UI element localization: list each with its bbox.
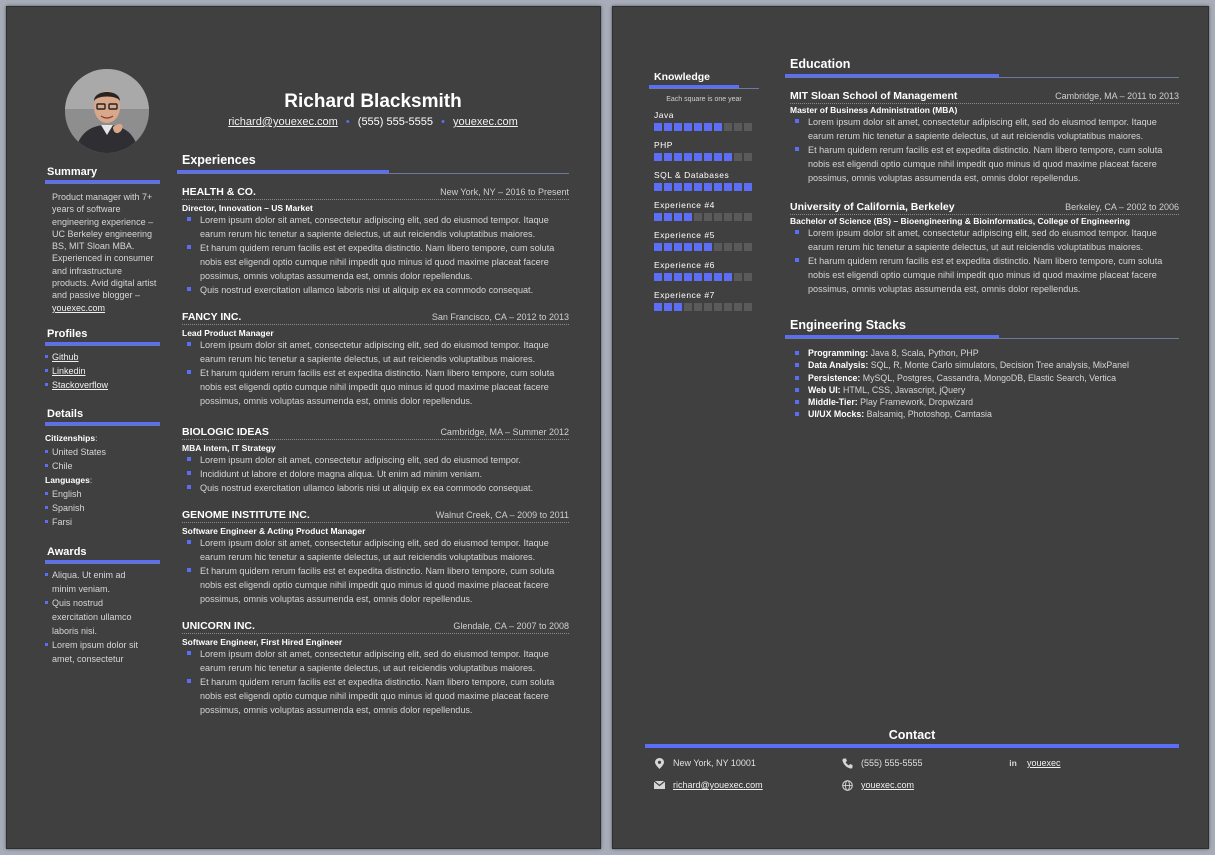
year-square-empty (714, 243, 722, 251)
resume-page-2 (612, 6, 1209, 849)
job-bullet: Quis nostrud exercitation ullamco laboris nisi ut aliquip ex ea commodo consequat. (182, 283, 569, 297)
profile-link-linkedin[interactable] (45, 364, 160, 378)
skill-row (654, 290, 759, 311)
school-bullet: Et harum quidem rerum facilis est et expedita distinctio. Nam libero tempore, cum soluta nobis est eligendi optio cumque nihil impedit quo minus id quod maxime placeat facere possimus, omnis voluptas assumenda est, omnis dolor repellendus. (790, 254, 1179, 296)
skill-row (654, 230, 759, 251)
year-square-filled (664, 303, 672, 311)
header-website-link[interactable]: youexec.com (453, 116, 518, 128)
summary-title: Summary (47, 166, 98, 178)
skill-years-meter (654, 213, 759, 221)
job-bullet: Lorem ipsum dolor sit amet, consectetur adipiscing elit, sed do eiusmod tempor. Itaque earum rerum hic tenetur a sapiente delectus, ut aut reiciendis voluptatibus maiores. (182, 536, 569, 564)
year-square-filled (694, 243, 702, 251)
stack-value: Play Framework, Dropwizard (857, 397, 974, 408)
school-degree: Master of Business Administration (MBA) (790, 105, 958, 115)
year-square-empty (744, 243, 752, 251)
year-square-filled (684, 213, 692, 221)
skill-years-meter (654, 273, 759, 281)
year-square-filled (654, 123, 662, 131)
year-square-filled (654, 243, 662, 251)
year-square-filled (724, 183, 732, 191)
job-bullets (182, 213, 569, 297)
year-square-filled (704, 123, 712, 131)
school-header (790, 201, 1179, 215)
year-square-filled (684, 273, 692, 281)
header-phone: (555) 555-5555 (357, 116, 434, 128)
year-square-empty (684, 303, 692, 311)
school-meta: Cambridge, MA – 2011 to 2013 (1055, 91, 1179, 101)
stacks-title: Engineering Stacks (790, 318, 907, 332)
profile-label[interactable]: Linkedin (52, 365, 86, 376)
contact-email[interactable] (653, 779, 763, 791)
school-entry-berkeley (785, 201, 1179, 296)
awards-title: Awards (47, 545, 87, 558)
year-square-filled (734, 183, 742, 191)
stack-value: HTML, CSS, Javascript, jQuery (840, 384, 966, 395)
year-square-filled (664, 123, 672, 131)
year-square-empty (724, 303, 732, 311)
contact-title: Contact (888, 728, 936, 742)
profile-link-github[interactable] (45, 350, 160, 364)
year-square-empty (734, 213, 742, 221)
year-square-filled (664, 213, 672, 221)
job-company: GENOME INSTITUTE INC. (182, 509, 310, 521)
knowledge-rule (649, 88, 759, 89)
job-company: BIOLOGIC IDEAS (182, 426, 269, 438)
year-square-filled (714, 153, 722, 161)
knowledge-note: Each square is one year (666, 96, 742, 103)
job-company: FANCY INC. (182, 311, 242, 323)
job-bullet: Et harum quidem rerum facilis est et expedita distinctio. Nam libero tempore, cum soluta nobis est eligendi optio cumque nihil impedit quo minus id quod maxime placeat facere possimus, omnis voluptas assumenda est, omnis dolor repellendus. (182, 564, 569, 606)
skills-list (649, 110, 759, 311)
phone-icon (841, 757, 853, 769)
contact-section (645, 728, 1179, 804)
job-bullet: Et harum quidem rerum facilis est et expedita distinctio. Nam libero tempore, cum soluta nobis est eligendi optio cumque nihil impedit quo minus id quod maxime placeat facere possimus, omnis voluptas assumenda est, omnis dolor repellendus. (182, 675, 569, 717)
stack-item (790, 372, 1179, 384)
year-square-filled (664, 183, 672, 191)
year-square-empty (694, 303, 702, 311)
separator-dot: • (441, 116, 445, 128)
school-header (790, 90, 1179, 104)
year-square-empty (724, 123, 732, 131)
linkedin-icon: in (1009, 758, 1017, 768)
contact-linkedin-link[interactable]: youexec (1027, 758, 1061, 768)
year-square-filled (654, 303, 662, 311)
year-square-empty (734, 123, 742, 131)
school-meta: Berkeley, CA – 2002 to 2006 (1065, 202, 1179, 212)
skill-label: PHP (654, 140, 673, 150)
stacks-list (785, 347, 1179, 421)
stacks-rule (785, 338, 1179, 339)
summary-text (45, 191, 160, 314)
envelope-icon (653, 779, 665, 791)
contact-website[interactable] (841, 779, 914, 791)
year-square-filled (694, 183, 702, 191)
skill-row (654, 110, 759, 131)
year-square-filled (674, 183, 682, 191)
contact-location (653, 757, 756, 769)
job-bullet: Et harum quidem rerum facilis est et expedita distinctio. Nam libero tempore, cum soluta nobis est eligendi optio cumque nihil impedit quo minus id quod maxime placeat facere possimus, omnis voluptas assumenda est, omnis dolor repellendus. (182, 366, 569, 408)
school-bullet: Lorem ipsum dolor sit amet, consectetur adipiscing elit, sed do eiusmod tempor. Itaque earum rerum hic tenetur a sapiente delectus, ut aut reiciendis voluptatibus maiores. (790, 226, 1179, 254)
job-bullets (182, 647, 569, 717)
citizenship-item: United States (45, 445, 160, 459)
job-bullets (182, 536, 569, 606)
details-title: Details (47, 407, 84, 420)
profiles-rule (45, 345, 160, 346)
languages-list (45, 487, 160, 529)
education-section (785, 57, 1179, 421)
contact-underline (645, 744, 1179, 748)
award-item: Lorem ipsum dolor sit amet, consectetur (45, 638, 150, 666)
summary-body: Product manager with 7+ years of software engineering experience – UC Berkeley engineering BS, MIT Sloan MBA. Experienced in consumer and infrastructure products. Avid digital artist and passive blogger – (52, 192, 157, 301)
year-square-filled (674, 123, 682, 131)
languages-label: Languages: (45, 474, 93, 485)
skill-label: SQL & Databases (654, 170, 730, 180)
year-square-filled (694, 153, 702, 161)
year-square-empty (734, 303, 742, 311)
school-bullet: Et harum quidem rerum facilis est et expedita distinctio. Nam libero tempore, cum soluta nobis est eligendi optio cumque nihil impedit quo minus id quod maxime placeat facere possimus, omnis voluptas assumenda est, omnis dolor repellendus. (790, 143, 1179, 185)
job-header (182, 620, 569, 634)
details-rule (45, 425, 160, 426)
stack-label: Web UI: (808, 384, 841, 395)
year-square-empty (744, 213, 752, 221)
year-square-filled (684, 243, 692, 251)
year-square-filled (674, 303, 682, 311)
job-meta: New York, NY – 2016 to Present (440, 187, 569, 197)
year-square-filled (654, 153, 662, 161)
job-role: Director, Innovation – US Market (182, 203, 313, 213)
year-square-empty (724, 213, 732, 221)
year-square-empty (734, 273, 742, 281)
year-square-filled (744, 183, 752, 191)
skill-years-meter (654, 183, 759, 191)
contact-linkedin[interactable] (1007, 757, 1061, 769)
summary-website-link[interactable]: youexec.com (52, 302, 106, 313)
stack-item (790, 359, 1179, 371)
year-square-empty (704, 303, 712, 311)
stack-label: Data Analysis: (808, 360, 869, 371)
skill-row (654, 140, 759, 161)
year-square-filled (664, 273, 672, 281)
citizenships-list (45, 445, 160, 473)
citizenships-label-text: Citizenships (45, 432, 96, 443)
year-square-filled (664, 243, 672, 251)
job-entry-fancy (177, 311, 569, 408)
year-square-empty (714, 213, 722, 221)
job-entry-genome (177, 509, 569, 606)
year-square-filled (704, 153, 712, 161)
job-meta: San Francisco, CA – 2012 to 2013 (431, 312, 569, 322)
year-square-empty (704, 213, 712, 221)
profile-label[interactable]: Github (52, 351, 79, 362)
skill-years-meter (654, 303, 759, 311)
award-item: Quis nostrud exercitation ullamco laboris nisi. (45, 596, 150, 638)
skill-label: Java (654, 110, 674, 120)
year-square-filled (664, 153, 672, 161)
year-square-empty (744, 123, 752, 131)
map-pin-icon (653, 757, 665, 769)
job-role: Lead Product Manager (182, 328, 274, 338)
year-square-filled (714, 183, 722, 191)
job-header (182, 509, 569, 523)
year-square-filled (674, 153, 682, 161)
year-square-empty (714, 303, 722, 311)
awards-rule (45, 563, 160, 564)
job-role: MBA Intern, IT Strategy (182, 443, 276, 453)
year-square-filled (704, 243, 712, 251)
contact-phone (841, 757, 923, 769)
globe-icon (841, 779, 853, 791)
summary-rule (45, 183, 160, 184)
job-bullet: Lorem ipsum dolor sit amet, consectetur adipiscing elit, sed do eiusmod tempor. Itaque earum rerum hic tenetur a sapiente delectus, ut aut reiciendis voluptatibus maiores. (182, 647, 569, 675)
language-item: Spanish (45, 501, 160, 515)
profile-link-stackoverflow[interactable] (45, 378, 160, 392)
job-role: Software Engineer & Acting Product Manager (182, 526, 366, 536)
school-bullet: Lorem ipsum dolor sit amet, consectetur adipiscing elit, sed do eiusmod tempor. Itaque earum rerum hic tenetur a sapiente delectus, ut aut reiciendis voluptatibus maiores. (790, 115, 1179, 143)
job-bullet: Et harum quidem rerum facilis est et expedita distinctio. Nam libero tempore, cum soluta nobis est eligendi optio cumque nihil impedit quo minus id quod maxime placeat facere possimus, omnis voluptas assumenda est, omnis dolor repellendus. (182, 241, 569, 283)
job-bullet: Lorem ipsum dolor sit amet, consectetur adipiscing elit, sed do eiusmod tempor. (182, 453, 569, 467)
skill-label: Experience #4 (654, 200, 715, 210)
job-bullets (182, 338, 569, 408)
year-square-empty (734, 153, 742, 161)
stack-label: Programming: (808, 348, 869, 358)
skill-label: Experience #6 (654, 260, 715, 270)
stack-label: Middle-Tier: (808, 397, 858, 408)
experiences-rule (177, 173, 569, 174)
skill-label: Experience #7 (654, 290, 715, 300)
skill-row (654, 170, 759, 191)
year-square-filled (654, 273, 662, 281)
stack-item (790, 347, 1179, 359)
citizenship-item: Chile (45, 459, 160, 473)
profiles-list (45, 350, 160, 392)
year-square-filled (684, 123, 692, 131)
stack-label: UI/UX Mocks: (808, 409, 865, 420)
year-square-filled (674, 273, 682, 281)
stack-item (790, 384, 1179, 396)
award-item: Aliqua. Ut enim ad minim veniam. (45, 568, 150, 596)
skill-label: Experience #5 (654, 230, 715, 240)
year-square-filled (654, 183, 662, 191)
skill-row (654, 260, 759, 281)
year-square-filled (714, 123, 722, 131)
stack-item (790, 408, 1179, 420)
header-email-link[interactable]: richard@youexec.com (228, 116, 338, 128)
skill-years-meter (654, 153, 759, 161)
stack-label: Persistence: (808, 372, 861, 383)
contact-website-link[interactable]: youexec.com (861, 780, 915, 790)
awards-list (45, 568, 150, 666)
stack-value: Balsamiq, Photoshop, Camtasia (864, 409, 992, 420)
language-item: English (45, 487, 160, 501)
year-square-filled (694, 273, 702, 281)
job-header (182, 186, 569, 200)
skill-years-meter (654, 243, 759, 251)
resume-page-1 (6, 6, 601, 849)
stack-value: MySQL, Postgres, Cassandra, MongoDB, Elastic Search, Vertica (860, 372, 1117, 383)
job-header (182, 426, 569, 440)
year-square-filled (724, 273, 732, 281)
avatar-illustration (65, 69, 149, 153)
separator-dot: • (345, 116, 350, 128)
school-name: University of California, Berkeley (790, 201, 955, 213)
year-square-filled (704, 183, 712, 191)
experiences-section (177, 153, 569, 717)
school-bullets (790, 115, 1179, 185)
year-square-empty (694, 213, 702, 221)
education-rule (785, 77, 1179, 78)
year-square-empty (734, 243, 742, 251)
avatar (65, 69, 149, 153)
job-bullet: Lorem ipsum dolor sit amet, consectetur adipiscing elit, sed do eiusmod tempor. Itaque earum rerum hic tenetur a sapiente delectus, ut aut reiciendis voluptatibus maiores. (182, 213, 569, 241)
citizenships-label: Citizenships: (45, 432, 98, 443)
job-header (182, 311, 569, 325)
stack-item (790, 396, 1179, 408)
job-meta: Glendale, CA – 2007 to 2008 (453, 621, 569, 631)
job-entry-unicorn (177, 620, 569, 717)
languages-label-text: Languages (45, 474, 90, 485)
year-square-filled (714, 273, 722, 281)
school-bullets (790, 226, 1179, 296)
contact-email-link[interactable]: richard@youexec.com (673, 780, 763, 790)
job-bullet: Lorem ipsum dolor sit amet, consectetur adipiscing elit, sed do eiusmod tempor. Itaque earum rerum hic tenetur a sapiente delectus, ut aut reiciendis voluptatibus maiores. (182, 338, 569, 366)
job-meta: Cambridge, MA – Summer 2012 (440, 427, 569, 437)
contact-location-text: New York, NY 10001 (673, 758, 756, 768)
stack-value: SQL, R, Monte Carlo simulators, Decision Tree analysis, MixPanel (868, 360, 1129, 371)
profiles-title: Profiles (47, 327, 88, 340)
year-square-empty (744, 273, 752, 281)
year-square-filled (674, 213, 682, 221)
year-square-filled (684, 183, 692, 191)
job-entry-biologic (177, 426, 569, 495)
job-bullet: Quis nostrud exercitation ullamco laboris nisi ut aliquip ex ea commodo consequat. (182, 481, 569, 495)
skill-years-meter (654, 123, 759, 131)
school-entry-mit (785, 90, 1179, 185)
header-contact-line (177, 116, 569, 128)
job-company: HEALTH & CO. (182, 186, 256, 198)
experiences-title: Experiences (182, 153, 256, 167)
year-square-empty (744, 153, 752, 161)
job-meta: Walnut Creek, CA – 2009 to 2011 (435, 510, 569, 520)
year-square-filled (684, 153, 692, 161)
year-square-empty (724, 243, 732, 251)
school-degree: Bachelor of Science (BS) – Bioengineering & Bioinformatics, College of Engineering (790, 216, 1131, 226)
name-heading: Richard Blacksmith (284, 91, 462, 112)
profile-label[interactable]: Stackoverflow (52, 379, 109, 390)
contact-grid (645, 754, 1179, 804)
sidebar (45, 166, 160, 666)
language-item: Farsi (45, 515, 160, 529)
education-title: Education (790, 57, 851, 71)
stack-value: Java 8, Scala, Python, PHP (868, 348, 979, 358)
job-entry-health (177, 186, 569, 297)
knowledge-section (649, 71, 759, 320)
job-bullet: Incididunt ut labore et dolore magna aliqua. Ut enim ad minim veniam. (182, 467, 569, 481)
year-square-filled (654, 213, 662, 221)
contact-phone-text: (555) 555-5555 (861, 758, 923, 768)
job-bullets (182, 453, 569, 495)
year-square-filled (674, 243, 682, 251)
job-company: UNICORN INC. (182, 620, 255, 632)
year-square-filled (724, 153, 732, 161)
job-role: Software Engineer, First Hired Engineer (182, 637, 343, 647)
knowledge-title: Knowledge (654, 71, 711, 83)
school-name: MIT Sloan School of Management (790, 90, 958, 102)
year-square-empty (744, 303, 752, 311)
year-square-filled (694, 123, 702, 131)
year-square-filled (704, 273, 712, 281)
skill-row (654, 200, 759, 221)
